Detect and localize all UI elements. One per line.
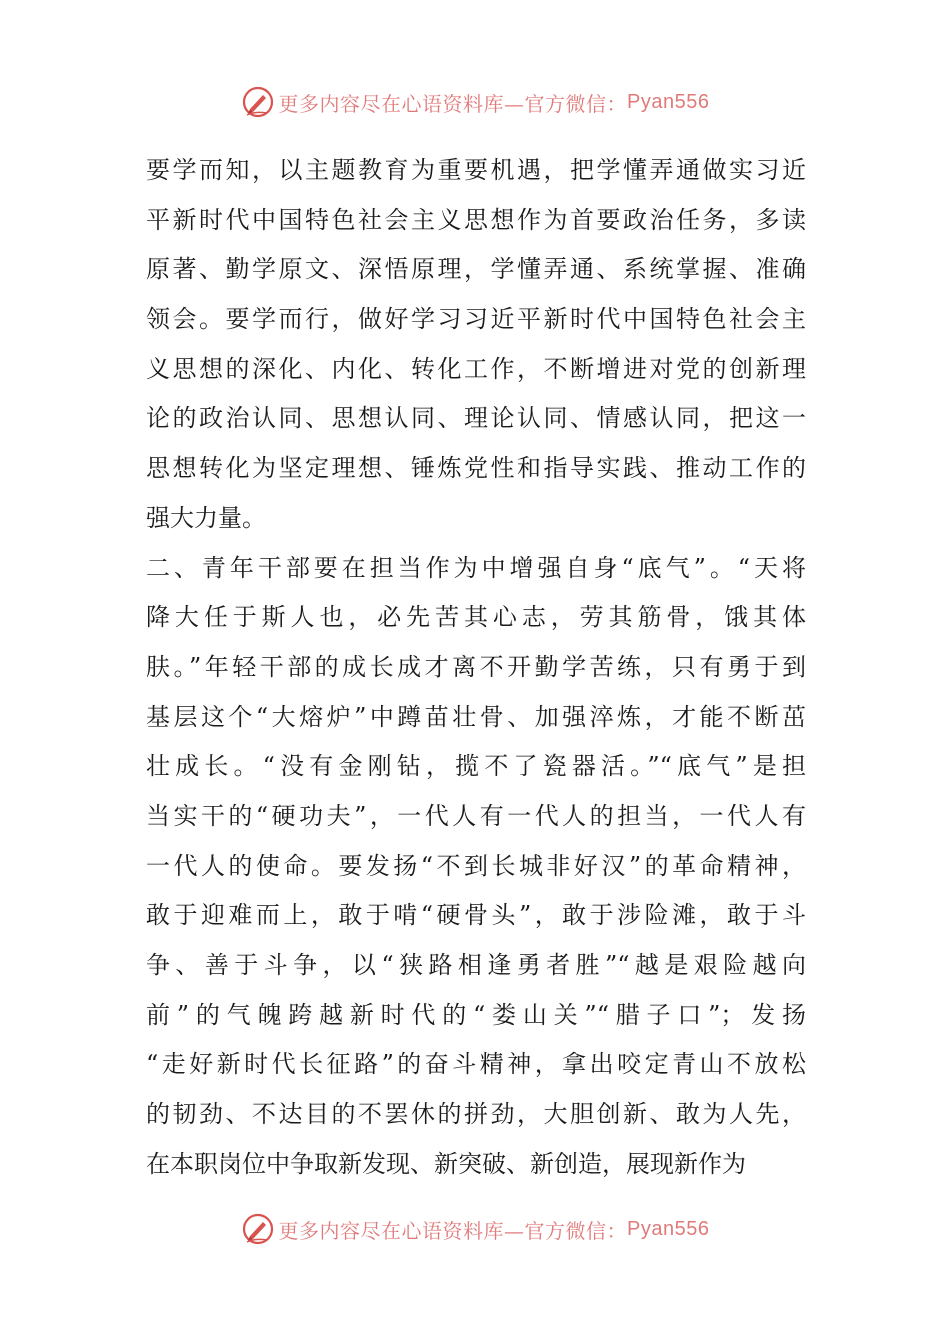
header-watermark xyxy=(0,82,950,122)
text-line: 二、青年干部要在担当作为中增强自身“底气”。“天将 xyxy=(146,553,806,582)
pen-seal-icon xyxy=(241,85,275,119)
watermark-text: 更多内容尽在心语资料库—官方微信： xyxy=(278,1218,628,1243)
text-line: 壮成长。“没有金刚钻，揽不了瓷器活。”“底气”是担 xyxy=(146,752,806,781)
text-line: 前”的气魄跨越新时代的“娄山关”“腊子口”；发扬 xyxy=(146,1000,806,1029)
text-line: 当实干的“硬功夫”，一代人有一代人的担当，一代人有 xyxy=(146,801,806,830)
text-line: 平新时代中国特色社会主义思想作为首要政治任务，多读 xyxy=(146,205,806,234)
watermark-wechat-id: Pyan556 xyxy=(627,90,710,113)
footer-watermark xyxy=(0,1209,950,1249)
pen-seal-icon xyxy=(241,1212,275,1246)
text-line: 强大力量。 xyxy=(146,503,266,532)
watermark-wechat-id: Pyan556 xyxy=(627,1217,710,1240)
text-line: 在本职岗位中争取新发现、新突破、新创造，展现新作为 xyxy=(146,1149,746,1178)
text-line: 要学而知，以主题教育为重要机遇，把学懂弄通做实习近 xyxy=(146,156,806,184)
text-line: 降大任于斯人也，必先苦其心志，劳其筋骨，饿其体 xyxy=(146,603,806,632)
text-line: 敢于迎难而上，敢于啃“硬骨头”，敢于涉险滩，敢于斗 xyxy=(146,901,806,930)
document-body xyxy=(146,146,806,1189)
text-line: 原著、勤学原文、深悟原理，学懂弄通、系统掌握、准确 xyxy=(146,255,806,284)
watermark-text: 更多内容尽在心语资料库—官方微信： xyxy=(278,91,628,116)
text-line: 肤。”年轻干部的成长成才离不开勤学苦练，只有勇于到 xyxy=(146,652,806,681)
text-line: 论的政治认同、思想认同、理论认同、情感认同，把这一 xyxy=(146,404,806,433)
text-line: 争、善于斗争，以“狭路相逢勇者胜”“越是艰险越向 xyxy=(146,951,806,979)
text-line: 的韧劲、不达目的不罢休的拼劲，大胆创新、敢为人先， xyxy=(146,1100,806,1129)
text-line: 基层这个“大熔炉”中蹲苗壮骨、加强淬炼，才能不断茁 xyxy=(146,702,806,731)
text-line: 义思想的深化、内化、转化工作，不断增进对党的创新理 xyxy=(146,354,806,383)
text-line: 领会。要学而行，做好学习习近平新时代中国特色社会主 xyxy=(146,305,806,334)
text-line: 思想转化为坚定理想、锤炼党性和指导实践、推动工作的 xyxy=(146,454,806,483)
text-line: “走好新时代长征路”的奋斗精神，拿出咬定青山不放松 xyxy=(146,1050,806,1079)
text-line: 一代人的使命。要发扬“不到长城非好汉”的革命精神， xyxy=(146,851,806,880)
